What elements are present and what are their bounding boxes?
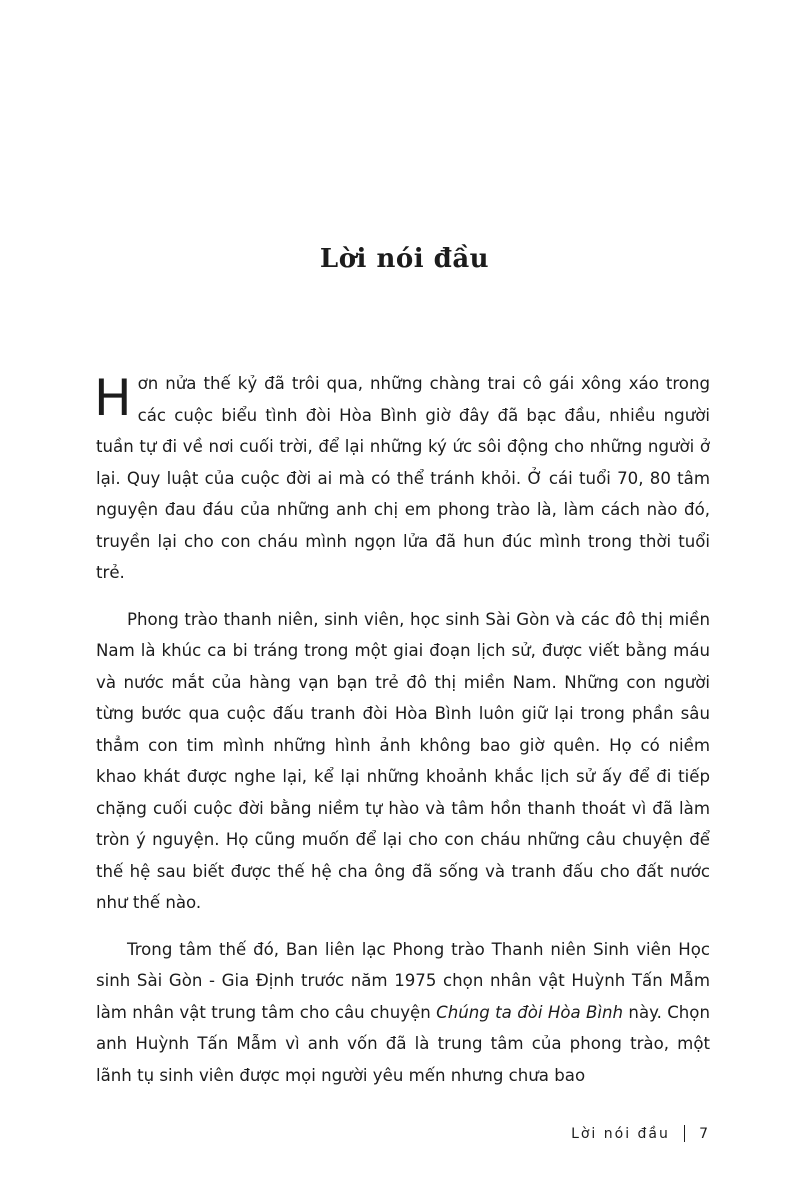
paragraph-3-text-before: Trong tâm thế đó, Ban liên lạc Phong trào Thanh niên Sinh viên Học sinh Sài Gòn - Gia Định trước năm 1975 chọn nhân vật Huỳnh Tấn Mẫm làm nhân vật trung tâm cho câu chuyện	[96, 939, 710, 1022]
page-title: Lời nói đầu	[319, 244, 490, 274]
paragraph-3	[96, 934, 710, 1092]
page-number: 7	[699, 1125, 708, 1142]
footer-divider	[684, 1125, 685, 1142]
paragraph-2: Phong trào thanh niên, sinh viên, học sinh Sài Gòn và các đô thị miền Nam là khúc ca bi tráng trong một giai đoạn lịch sử, được viết bằng máu và nước mắt của hàng vạn bạn trẻ đô thị miền Nam. Những con người từng bước qua cuộc đấu tranh đòi Hòa Bình luôn giữ lại trong phần sâu thẳm con tim mình những hình ảnh không bao giờ quên. Họ có niềm khao khát được nghe lại, kể lại những khoảnh khắc lịch sử ấy để đi tiếp chặng cuối cuộc đời bằng niềm tự hào và tâm hồn thanh thoát vì đã làm tròn ý nguyện. Họ cũng muốn để lại cho con cháu những câu chuyện để thế hệ sau biết được thế hệ cha ông đã sống và tranh đấu cho đất nước như thế nào.	[96, 609, 710, 912]
paragraph-1-text: ơn nửa thế kỷ đã trôi qua, những chàng trai cô gái xông xáo trong các cuộc biểu tình đòi Hòa Bình giờ đây đã bạc đầu, nhiều người tuần tự đi về nơi cuối trời, để lại những ký ức sôi động cho những người ở lại. Quy luật của cuộc đời ai mà có thể tránh khỏi. Ở cái tuổi 70, 80 tâm nguyện đau đáu của những anh chị em phong trào là, làm cách nào đó, truyền lại cho con cháu mình ngọn lửa đã hun đúc mình trong thời tuổi trẻ.	[96, 374, 710, 582]
book-title-italic: Chúng ta đòi Hòa Bình	[436, 1002, 624, 1022]
paragraph-1	[96, 368, 710, 589]
body-text	[96, 368, 710, 1106]
page-footer	[571, 1125, 708, 1142]
paragraph-3-text-after: này. Chọn anh Huỳnh Tấn Mẫm vì anh vốn đã là trung tâm của phong trào, một lãnh tụ sinh viên được mọi người yêu mến nhưng chưa bao	[96, 1002, 710, 1085]
running-head: Lời nói đầu	[571, 1125, 670, 1142]
drop-cap: H	[94, 369, 132, 427]
